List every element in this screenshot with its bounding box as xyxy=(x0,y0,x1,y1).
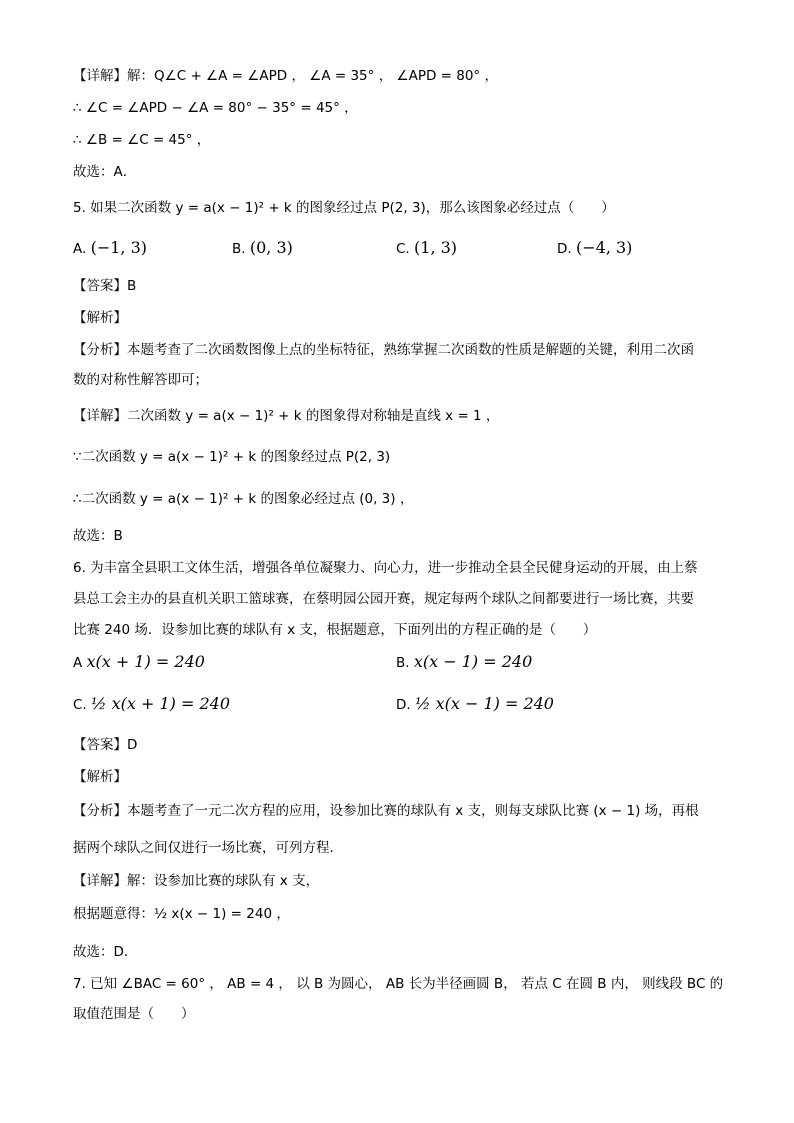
text-line: 据两个球队之间仅进行一场比赛，可列方程． xyxy=(73,840,343,856)
text-line: 【解析】 xyxy=(73,769,127,785)
text-line: 根据题意得：½ x(x − 1) = 240 ， xyxy=(73,906,290,922)
text-line: 比赛 240 场．设参加比赛的球队有 x 支，根据题意，下面列出的方程正确的是（ ） xyxy=(73,622,597,638)
q5-option xyxy=(73,238,147,259)
q6-option xyxy=(73,652,205,673)
text-line: 【解析】 xyxy=(73,310,127,326)
q6-option xyxy=(73,694,230,715)
text-line: 【分析】本题考查了二次函数图像上点的坐标特征，熟练掌握二次函数的性质是解题的关键，利用二次函 xyxy=(73,342,694,358)
option-value: (1, 3) xyxy=(414,238,458,257)
q5-option xyxy=(232,238,293,259)
q6-option xyxy=(396,652,532,673)
text-line: 故选：A． xyxy=(73,164,137,180)
option-value: (−4, 3) xyxy=(575,238,633,257)
option-value: x(x + 1) = 240 xyxy=(86,652,205,671)
option-label: B. xyxy=(396,655,414,671)
text-line: ∵二次函数 y = a(x − 1)² + k 的图象经过点 P(2, 3) xyxy=(73,449,391,465)
option-label: D. xyxy=(396,697,415,713)
text-line: 取值范围是（ ） xyxy=(73,1006,195,1022)
text-line: 7. 已知 ∠BAC = 60° ， AB = 4 ， 以 B 为圆心， AB 长为半径画圆 B， 若点 C 在圆 B 内， 则线段 BC 的 xyxy=(73,976,724,992)
text-line: 【分析】本题考查了一元二次方程的应用，设参加比赛的球队有 x 支，则每支球队比赛 (x − 1) 场，再根 xyxy=(73,803,699,819)
option-label: C. xyxy=(396,241,415,257)
option-label: C. xyxy=(73,697,92,713)
text-line: 5. 如果二次函数 y = a(x − 1)² + k 的图象经过点 P(2, 3)，那么该图象必经过点（ ） xyxy=(73,200,615,216)
text-line: 故选：D． xyxy=(73,944,138,960)
q6-option xyxy=(396,694,554,715)
q5-option xyxy=(557,238,632,259)
text-line: ∴ ∠B = ∠C = 45° ， xyxy=(73,132,211,148)
text-line: 县总工会主办的县直机关职工篮球赛，在蔡明园公园开赛，规定每两个球队之间都要进行一场比赛，共要 xyxy=(73,591,694,607)
text-line: 6. 为丰富全县职工文体生活，增强各单位凝聚力、向心力，进一步推动全县全民健身运动的开展，由上蔡 xyxy=(73,560,698,576)
text-line: ∴ ∠C = ∠APD − ∠A = 80° − 35° = 45° ， xyxy=(73,100,358,116)
option-value: ½ x(x + 1) = 240 xyxy=(91,694,231,713)
text-line: 数的对称性解答即可； xyxy=(73,372,208,388)
q5-option xyxy=(396,238,457,259)
option-value: (−1, 3) xyxy=(90,238,148,257)
text-line: 【详解】解：设参加比赛的球队有 x 支， xyxy=(73,873,320,889)
text-line: 【详解】二次函数 y = a(x − 1)² + k 的图象得对称轴是直线 x = 1 ， xyxy=(73,408,500,424)
option-label: A. xyxy=(73,241,91,257)
text-line: 【答案】D xyxy=(73,737,138,753)
text-line: 【详解】解：Q∠C + ∠A = ∠APD ， ∠A = 35° ， ∠APD = 80° ， xyxy=(73,68,498,84)
option-value: (0, 3) xyxy=(249,238,293,257)
option-label: D. xyxy=(557,241,576,257)
option-value: x(x − 1) = 240 xyxy=(413,652,533,671)
text-line: 故选：B xyxy=(73,528,123,544)
text-line: 【答案】B xyxy=(73,278,137,294)
text-line: ∴二次函数 y = a(x − 1)² + k 的图象必经过点 (0, 3) ， xyxy=(73,491,414,507)
option-label: B. xyxy=(232,241,250,257)
option-label: A xyxy=(73,655,87,671)
option-value: ½ x(x − 1) = 240 xyxy=(414,694,554,713)
